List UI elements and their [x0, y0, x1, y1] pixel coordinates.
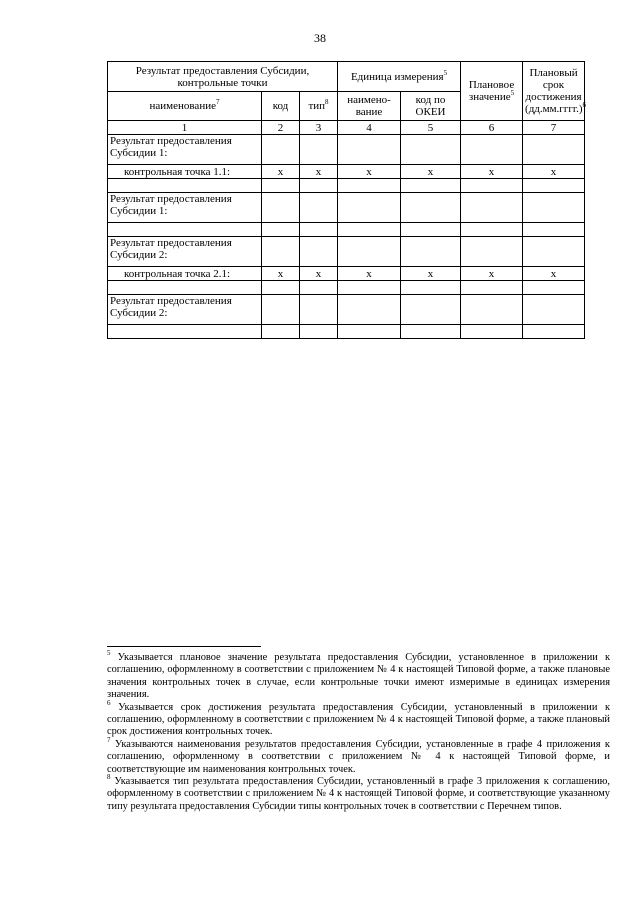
footnote-number: 6	[107, 698, 111, 707]
table-cell	[262, 325, 300, 339]
footnote-ref-5: 5	[443, 68, 448, 77]
table-cell	[338, 179, 401, 193]
table-cell	[338, 135, 401, 165]
table-cell	[338, 193, 401, 223]
footnote-separator	[107, 646, 261, 647]
control-point-name: контрольная точка 2.1:	[108, 267, 262, 281]
table-cell	[523, 135, 585, 165]
table-cell: x	[523, 267, 585, 281]
table-cell	[401, 237, 461, 267]
table-cell	[523, 295, 585, 325]
table-cell	[300, 193, 338, 223]
table-cell	[401, 295, 461, 325]
header-planned-date-format: (дд.мм.гггг.)	[525, 103, 583, 115]
table-cell: x	[461, 165, 523, 179]
table-cell	[300, 281, 338, 295]
footnote-number: 5	[107, 649, 111, 657]
footnote-number: 8	[107, 773, 111, 782]
table-row	[108, 193, 585, 223]
table-cell	[262, 281, 300, 295]
header-planned-value	[461, 62, 523, 121]
table-cell	[300, 179, 338, 193]
footnote-ref-5b: 5	[510, 89, 515, 97]
col-number: 4	[338, 121, 401, 135]
table-cell	[523, 179, 585, 193]
footnote-text: Указывается плановое значение результата предоставления Субсидии, установленное в приложении к соглашению, оформленному в соответствии с приложением № 4 к настоящей Типовой форме, а также плановые значения контрольных точек в случае, если контрольные точки имеют измеримые в единицах измерения значения.	[107, 652, 610, 701]
table-cell	[523, 193, 585, 223]
table-cell: x	[300, 165, 338, 179]
table-cell: x	[461, 267, 523, 281]
header-unit-group-label: Единица измерения	[350, 70, 444, 83]
table-row	[108, 223, 585, 237]
table-cell	[461, 295, 523, 325]
header-name	[108, 92, 262, 121]
table-cell	[461, 193, 523, 223]
header-unit-okei	[401, 92, 461, 121]
column-numbers-row	[108, 121, 585, 135]
col-number: 2	[262, 121, 300, 135]
col-number: 7	[523, 121, 585, 135]
table-row	[108, 179, 585, 193]
table-cell	[401, 193, 461, 223]
footnote-text: Указывается тип результата предоставления Субсидии, установленный в графе 3 приложения к соглашению, оформленному в соответствии с приложением № 4 к настоящей Типовой форме, и соответствующие указанному типу результата предоставления Субсидии типы контрольных точек в соответствии с Перечнем типов.	[107, 776, 610, 812]
table-cell	[461, 237, 523, 267]
header-planned-value-label: Плановое значение	[468, 79, 515, 103]
result-name: Результат предоставления Субсидии 2:	[108, 295, 262, 325]
table-cell: x	[401, 165, 461, 179]
result-name: Результат предоставления Субсидии 1:	[108, 135, 262, 165]
footnote	[107, 698, 610, 739]
header-unit-name	[338, 92, 401, 121]
footnotes	[107, 649, 610, 813]
table-cell	[300, 295, 338, 325]
result-name	[108, 325, 262, 339]
result-name: Результат предоставления Субсидии 2:	[108, 237, 262, 267]
col-number: 6	[461, 121, 523, 135]
table-cell	[401, 223, 461, 237]
table-cell	[523, 281, 585, 295]
table-cell: x	[262, 165, 300, 179]
table-row	[108, 281, 585, 295]
table-cell: x	[262, 267, 300, 281]
col-number: 5	[401, 121, 461, 135]
header-planned-date-label: Плановый срок достижения	[525, 67, 582, 103]
footnote	[107, 735, 610, 776]
header-type-label: тип	[308, 100, 326, 112]
table-cell: x	[523, 165, 585, 179]
table-cell	[262, 295, 300, 325]
table-cell	[338, 295, 401, 325]
footnote-text: Указывается срок достижения результата предоставления Субсидии, установленный в приложении к соглашению, оформленному в соответствии с приложением № 4 к настоящей Типовой форме, а также плановый срок достижения контрольных точек.	[107, 701, 610, 738]
table-cell: x	[338, 267, 401, 281]
table-row	[108, 267, 585, 281]
table-cell	[401, 325, 461, 339]
table-cell	[461, 281, 523, 295]
result-name	[108, 281, 262, 295]
table-row	[108, 237, 585, 267]
table-cell	[461, 325, 523, 339]
header-row-top	[108, 62, 585, 92]
col-number: 3	[300, 121, 338, 135]
table-cell	[461, 135, 523, 165]
table-cell	[401, 281, 461, 295]
header-type	[300, 92, 338, 121]
page-number: 38	[314, 31, 326, 45]
header-unit-group	[338, 62, 461, 92]
header-planned-date	[523, 62, 585, 121]
table-cell	[401, 135, 461, 165]
table-cell	[338, 237, 401, 267]
table-cell	[461, 179, 523, 193]
table-row	[108, 295, 585, 325]
table-cell	[338, 223, 401, 237]
table-cell	[523, 325, 585, 339]
table-cell: x	[401, 267, 461, 281]
table-cell	[523, 223, 585, 237]
table-cell: x	[338, 165, 401, 179]
table-cell	[401, 179, 461, 193]
table-cell: x	[300, 267, 338, 281]
table-cell	[523, 237, 585, 267]
header-code-label: код	[272, 100, 289, 112]
table-cell	[300, 135, 338, 165]
results-table	[107, 61, 585, 339]
control-point-name: контрольная точка 1.1:	[108, 165, 262, 179]
footnote	[107, 773, 610, 813]
table-cell	[262, 135, 300, 165]
table-cell	[300, 223, 338, 237]
header-unit-name-label: наимено-вание	[347, 94, 391, 118]
table-row	[108, 325, 585, 339]
header-unit-okei-label: код по ОКЕИ	[415, 94, 446, 118]
table-cell	[461, 223, 523, 237]
footnote	[107, 649, 610, 702]
table-row	[108, 135, 585, 165]
table-cell	[300, 237, 338, 267]
result-name	[108, 179, 262, 193]
table-cell	[338, 281, 401, 295]
col-number: 1	[108, 121, 262, 135]
table-cell	[262, 223, 300, 237]
footnote-ref-6: 6	[582, 101, 587, 109]
table-cell	[262, 193, 300, 223]
footnote-ref-7: 7	[215, 98, 220, 106]
footnote-number: 7	[107, 735, 111, 744]
table-cell	[262, 179, 300, 193]
result-name	[108, 223, 262, 237]
table-row	[108, 165, 585, 179]
result-name: Результат предоставления Субсидии 1:	[108, 193, 262, 223]
footnote-ref-8: 8	[325, 98, 329, 106]
footnote-text: Указываются наименования результатов предоставления Субсидии, установленные в графе 4 приложения к соглашению, оформленному в соответствии с приложением № 4 к настоящей Типовой форме, и соответствующие им наименования контрольных точек.	[107, 738, 610, 775]
table-cell	[338, 325, 401, 339]
header-result-group-label: Результат предоставления Субсидии, контрольные точки	[135, 64, 310, 89]
table-cell	[300, 325, 338, 339]
table-cell	[262, 237, 300, 267]
header-result-group	[108, 62, 338, 92]
header-name-label: наименование	[149, 100, 216, 112]
header-code	[262, 92, 300, 121]
